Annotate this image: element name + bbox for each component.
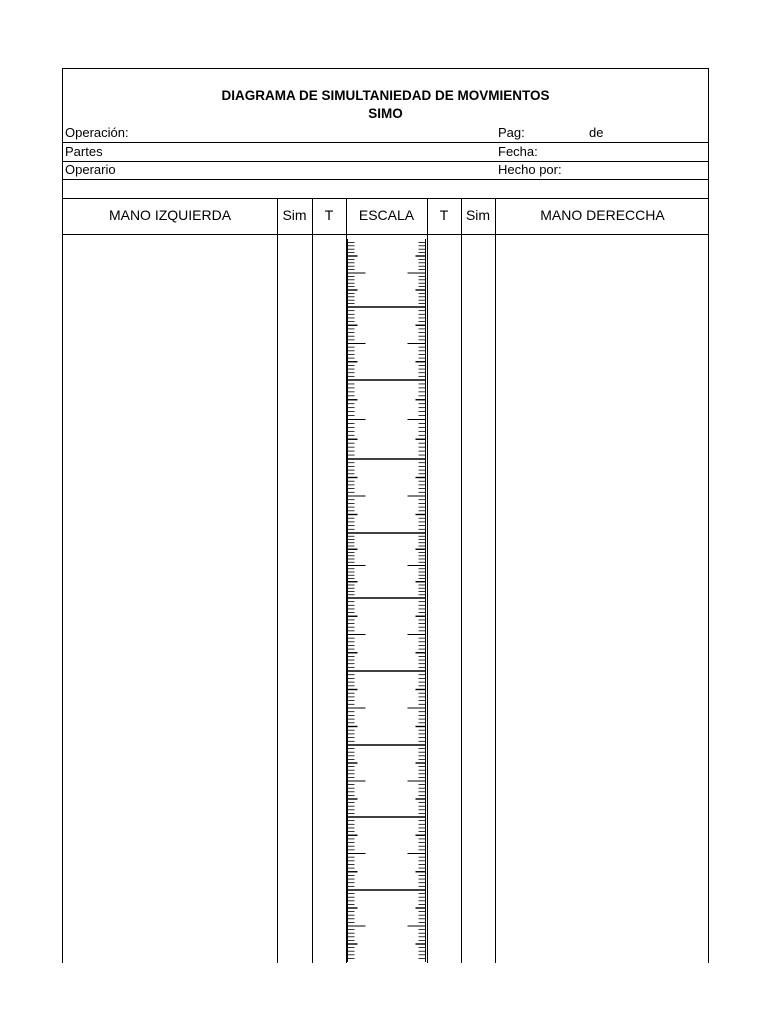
header-t-left: T xyxy=(324,207,334,223)
header-mano-izquierda: MANO IZQUIERDA xyxy=(108,207,232,223)
pag-label: Pag: xyxy=(498,125,525,140)
de-label: de xyxy=(589,125,604,140)
header-sim-left: Sim xyxy=(282,207,307,223)
form-title: DIAGRAMA DE SIMULTANIEDAD DE MOVMIENTOS xyxy=(221,88,550,103)
header-mano-derecha: MANO DERECCHA xyxy=(540,207,665,223)
operario-label: Operario xyxy=(65,162,116,177)
form-subtitle: SIMO xyxy=(368,106,403,121)
fecha-label: Fecha: xyxy=(498,144,538,159)
partes-label: Partes xyxy=(65,144,103,159)
header-sim-right: Sim xyxy=(465,207,491,223)
time-scale-ruler xyxy=(63,69,710,964)
header-escala: ESCALA xyxy=(358,207,415,223)
operacion-label: Operación: xyxy=(65,125,129,140)
header-t-right: T xyxy=(439,207,449,223)
simo-chart-form xyxy=(62,68,709,963)
hecho-por-label: Hecho por: xyxy=(498,162,562,177)
